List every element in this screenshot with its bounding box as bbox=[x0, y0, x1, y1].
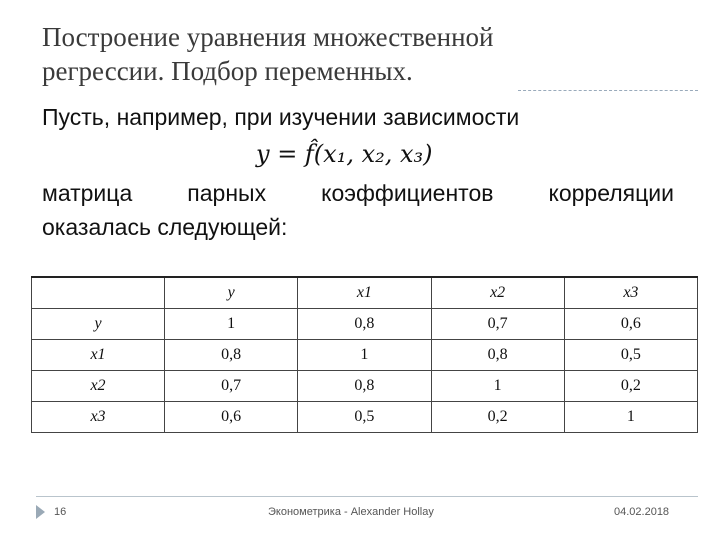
row-label: x3 bbox=[32, 402, 165, 433]
title-line-2: регрессии. Подбор переменных. bbox=[42, 56, 413, 86]
slide-title bbox=[42, 20, 582, 88]
table-cell: 1 bbox=[564, 402, 697, 433]
table-header-cell: x2 bbox=[431, 277, 564, 309]
correlation-matrix-table bbox=[31, 276, 698, 433]
table-cell: 0,2 bbox=[431, 402, 564, 433]
table-header-cell: x3 bbox=[564, 277, 697, 309]
row-label: y bbox=[32, 309, 165, 340]
matrix-text-line-2: оказалась следующей: bbox=[42, 214, 288, 240]
table-cell: 0,7 bbox=[431, 309, 564, 340]
slide-bullet-icon bbox=[36, 505, 45, 519]
table-cell: 0,5 bbox=[564, 340, 697, 371]
page-number: 16 bbox=[54, 506, 67, 518]
table-cell: 0,8 bbox=[298, 371, 431, 402]
title-divider bbox=[518, 90, 698, 91]
row-label: x1 bbox=[32, 340, 165, 371]
table-header-cell bbox=[32, 277, 165, 309]
table-cell: 0,8 bbox=[431, 340, 564, 371]
table-header-row bbox=[32, 277, 698, 309]
table-cell: 0,7 bbox=[165, 371, 298, 402]
footer-date: 04.02.2018 bbox=[614, 506, 670, 518]
table-cell: 1 bbox=[298, 340, 431, 371]
footer-divider bbox=[36, 496, 698, 497]
intro-text: Пусть, например, при изучении зависимости bbox=[42, 104, 520, 130]
title-line-1: Построение уравнения множественной bbox=[42, 22, 494, 52]
table-cell: 0,8 bbox=[165, 340, 298, 371]
table-cell: 0,8 bbox=[298, 309, 431, 340]
table-cell: 1 bbox=[165, 309, 298, 340]
matrix-text-line-1: матрица парных коэффициентов корреляции bbox=[42, 180, 674, 206]
table-header-cell: y bbox=[165, 277, 298, 309]
table-row bbox=[32, 402, 698, 433]
table-cell: 1 bbox=[431, 371, 564, 402]
table-cell: 0,5 bbox=[298, 402, 431, 433]
regression-formula: y = f̂(x₁, x₂, x₃) bbox=[256, 140, 433, 168]
footer-title: Эконометрика - Alexander Hollay bbox=[268, 506, 434, 518]
table-row bbox=[32, 371, 698, 402]
table-cell: 0,6 bbox=[564, 309, 697, 340]
table-row bbox=[32, 340, 698, 371]
row-label: x2 bbox=[32, 371, 165, 402]
table-row bbox=[32, 309, 698, 340]
table-cell: 0,6 bbox=[165, 402, 298, 433]
table-cell: 0,2 bbox=[564, 371, 697, 402]
table-header-cell: x1 bbox=[298, 277, 431, 309]
